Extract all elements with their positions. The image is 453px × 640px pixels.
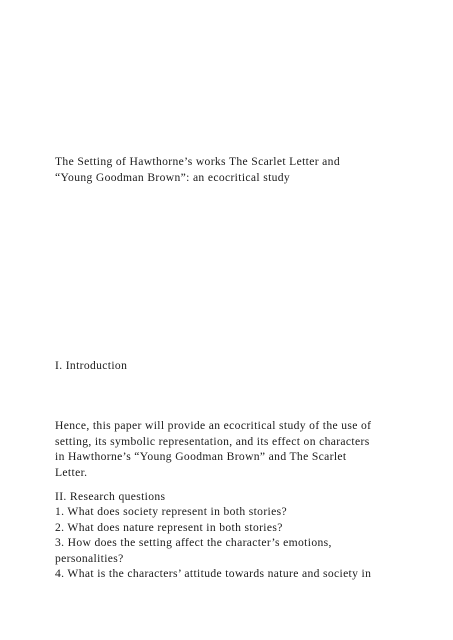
section-heading: II. Research questions (55, 490, 166, 503)
list-item: 3. How does the setting affect the character’s emotions, (55, 536, 332, 549)
research-questions-heading (55, 489, 395, 505)
title-line: The Setting of Hawthorne’s works The Scarlet Letter and (55, 155, 340, 168)
list-item: 2. What does nature represent in both stories? (55, 520, 283, 534)
list-item: personalities? (55, 551, 124, 565)
title-line: “Young Goodman Brown”: an ecocritical study (55, 170, 291, 184)
paragraph-line: Hence, this paper will provide an ecocritical study of the use of (55, 419, 372, 432)
introduction-paragraph (55, 418, 395, 480)
list-item: 4. What is the characters’ attitude towards nature and society in (55, 567, 372, 580)
document-title (55, 154, 395, 185)
section-heading: I. Introduction (55, 359, 128, 372)
paragraph-line: in Hawthorne’s “Young Goodman Brown” and The Scarlet (55, 450, 347, 463)
list-item: 1. What does society represent in both stories? (55, 505, 287, 518)
paragraph-line: setting, its symbolic representation, and its effect on characters (55, 434, 370, 448)
paragraph-line: Letter. (55, 465, 88, 479)
research-questions-list (55, 504, 395, 582)
introduction-heading (55, 358, 395, 374)
